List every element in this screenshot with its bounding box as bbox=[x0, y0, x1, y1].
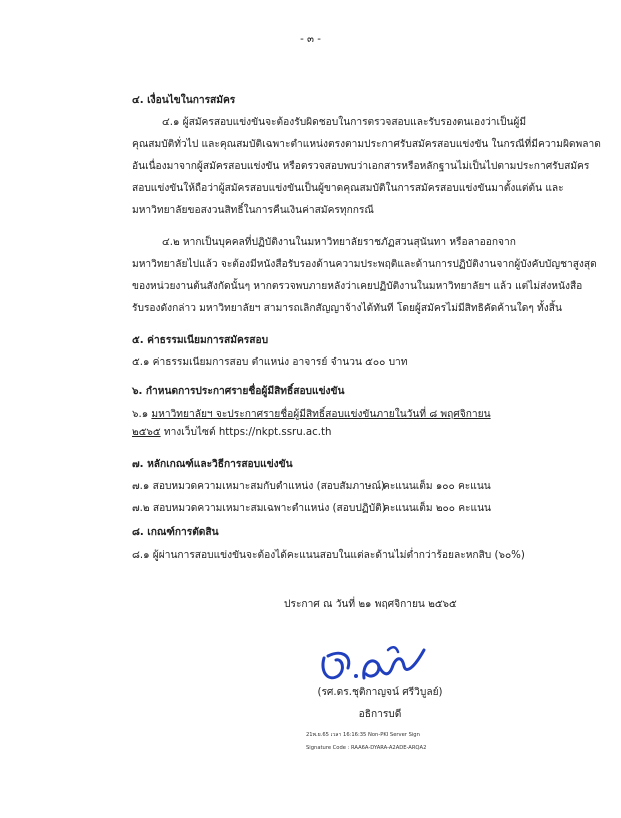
section7-item-score: คะแนนเต็ม ๑๐๐ คะแนน bbox=[383, 481, 491, 492]
section6-year: ๒๕๖๕ bbox=[132, 427, 161, 438]
section4-p2-line: ของหน่วยงานต้นสังกัดนั้นๆ หากตรวจพบภายหลังว่าเคยปฏิบัติงานในมหาวิทยาลัยฯ แล้ว แต่ไม่ส่งหนังสือ bbox=[132, 281, 583, 292]
signer-title: อธิการบดี bbox=[358, 709, 402, 720]
section6-website: ทางเว็บไซต์ https://nkpt.ssru.ac.th bbox=[160, 427, 332, 438]
section4-heading: ๔. เงื่อนไขในการสมัคร bbox=[132, 95, 236, 106]
section6-item bbox=[132, 408, 491, 422]
announce-date: ประกาศ ณ วันที่ ๒๑ พฤศจิกายน ๒๕๖๕ bbox=[284, 599, 457, 610]
page-number: - ๓ - bbox=[300, 34, 321, 45]
section4-p1-line: สอบแข่งขันให้ถือว่าผู้สมัครสอบแข่งขันเป็นผู้ขาดคุณสมบัติในการสมัครสอบแข่งขันมาตั้งแต่ต้น และ bbox=[132, 183, 564, 194]
section4-p1-line: อันเนื่องมาจากผู้สมัครสอบแข่งขัน หรือตรวจสอบพบว่าเอกสารหรือหลักฐานไม่เป็นไปตามประกาศรับสมัคร bbox=[132, 161, 590, 172]
section8-heading: ๘. เกณฑ์การตัดสิน bbox=[132, 527, 219, 538]
section7-heading: ๗. หลักเกณฑ์และวิธีการสอบแข่งขัน bbox=[132, 459, 293, 470]
section6-heading: ๖. กำหนดการประกาศรายชื่อผู้มีสิทธิ์สอบแข่งขัน bbox=[132, 386, 345, 397]
section5-item: ๕.๑ ค่าธรรมเนียมการสอบ ตำแหน่ง อาจารย์ จำนวน ๕๐๐ บาท bbox=[132, 357, 408, 368]
section6-item-prefix: ๖.๑ bbox=[132, 409, 152, 420]
server-sign-text: 21พ.ย.65 เวลา 16:16:35 Non-PKI Server Sign bbox=[306, 732, 420, 738]
section4-p2-line: ๔.๒ หากเป็นบุคคลที่ปฏิบัติงานในมหาวิทยาลัยราชภัฏสวนสุนันทา หรือลาออกจาก bbox=[162, 237, 516, 248]
signature-code: Signature Code : RAA6A-DYARA-A2ADE-ARQA2 bbox=[306, 745, 427, 751]
section6-item-underlined: มหาวิทยาลัยฯ จะประกาศรายชื่อผู้มีสิทธิ์สอบแข่งขันภายในวันที่ ๘ พฤศจิกายน bbox=[151, 409, 491, 420]
signer-name: (รศ.ดร.ชุติกาญจน์ ศรีวิบูลย์) bbox=[317, 687, 443, 698]
section4-p1-line: มหาวิทยาลัยขอสงวนสิทธิ์ในการคืนเงินค่าสมัครทุกกรณี bbox=[132, 205, 374, 216]
section4-p1-line: ๔.๑ ผู้สมัครสอบแข่งขันจะต้องรับผิดชอบในการตรวจสอบและรับรองตนเองว่าเป็นผู้มี bbox=[162, 117, 527, 128]
signature-image bbox=[318, 638, 430, 686]
section7-item-label: ๗.๑ สอบหมวดความเหมาะสมกับตำแหน่ง (สอบสัมภาษณ์) bbox=[132, 481, 385, 492]
section4-p2-line: รับรองดังกล่าว มหาวิทยาลัยฯ สามารถเลิกสัญญาจ้างได้ทันที โดยผู้สมัครไม่มีสิทธิคัดค้านใดๆ ทั้งสิ้น bbox=[132, 303, 562, 314]
section7-item-label: ๗.๒ สอบหมวดความเหมาะสมเฉพาะตำแหน่ง (สอบปฏิบัติ) bbox=[132, 503, 386, 514]
section5-heading: ๕. ค่าธรรมเนียมการสมัครสอบ bbox=[132, 335, 269, 346]
section6-item-line2 bbox=[132, 426, 331, 440]
section7-item-score: คะแนนเต็ม ๒๐๐ คะแนน bbox=[383, 503, 492, 514]
section8-item: ๘.๑ ผู้ผ่านการสอบแข่งขันจะต้องได้คะแนนสอบในแต่ละด้านไม่ต่ำกว่าร้อยละหกสิบ (๖๐%) bbox=[132, 550, 525, 561]
section4-p1-line: คุณสมบัติทั่วไป และคุณสมบัติเฉพาะตำแหน่งตรงตามประกาศรับสมัครสอบแข่งขัน ในกรณีที่มีความผิดพลาด bbox=[132, 139, 601, 150]
section4-p2-line: มหาวิทยาลัยไปแล้ว จะต้องมีหนังสือรับรองด้านความประพฤติและด้านการปฏิบัติงานจากผู้บังคับบัญชาสูงสุด bbox=[132, 259, 597, 270]
